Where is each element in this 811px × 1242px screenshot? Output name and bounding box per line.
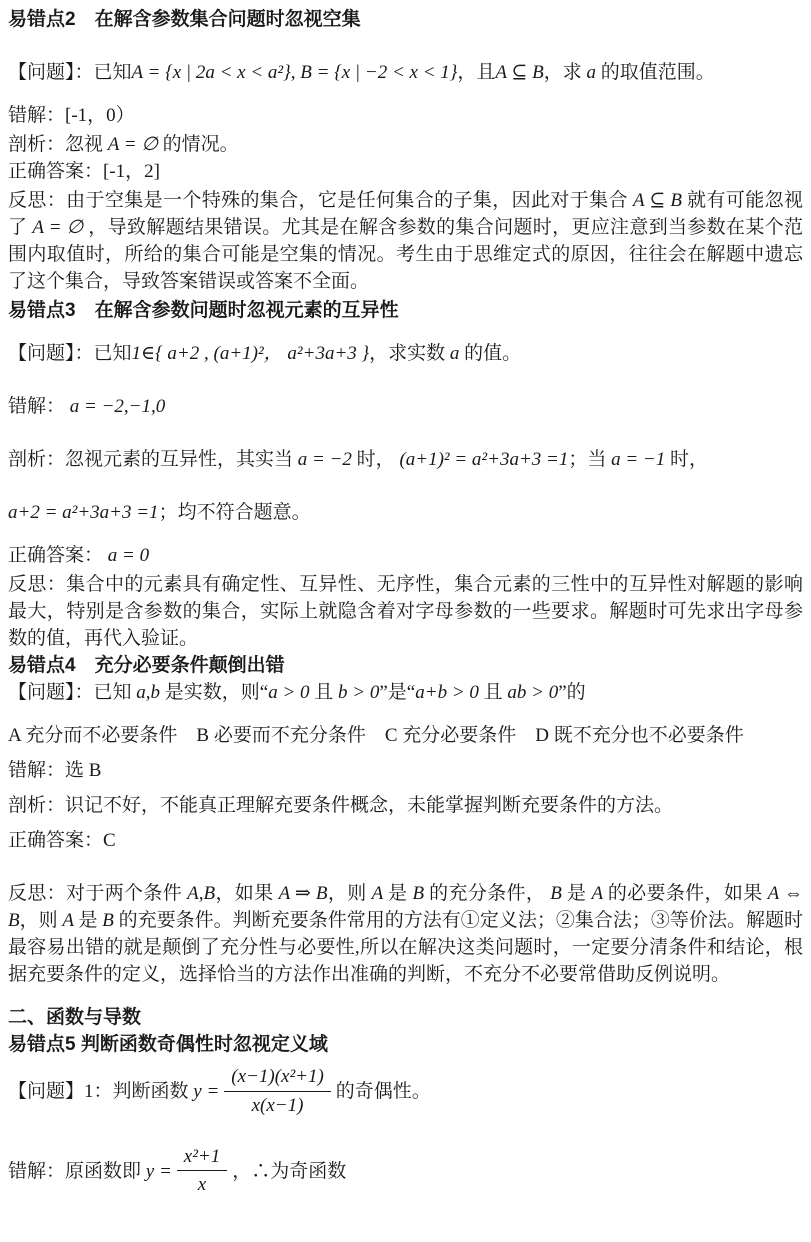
correct-answer-point4 (8, 827, 803, 854)
correct-answer-point3 (8, 542, 803, 569)
wrong-answer-point3 (8, 393, 803, 420)
text-segment: 【问题】：已知 (8, 62, 132, 83)
text-segment: ，则 (19, 910, 58, 931)
text-segment: ，且 (457, 62, 496, 83)
text-segment: A 充分而不必要条件 B 必要而不充分条件 C 充分必要条件 D 既不充分也不必要条件 (8, 725, 744, 746)
text-segment: ，导致解题结果错误。尤其是在解含参数的集合问题时，更应注意到当参数在某个范围内取值时，所给的集合可能是空集的情况。考生由于思维定式的原因，往往会在解题中遗忘了这个集合，导致答案错误或答案不全面。 (8, 217, 803, 292)
text-segment: 的充分条件， (429, 883, 546, 904)
wrong-answer-point2 (8, 102, 803, 129)
text-segment: 是实数，则“ (164, 682, 269, 703)
text-segment: 反思：对于两个条件 (8, 883, 183, 904)
text-segment: 【问题】：已知 (8, 343, 132, 364)
options-point4 (8, 722, 803, 749)
math-segment: a > 0 (268, 682, 310, 703)
analysis-point4 (8, 792, 803, 819)
wrong-answer-point4 (8, 757, 803, 784)
analysis-point2 (8, 131, 803, 158)
math-segment: a = −2,−1,0 (65, 396, 166, 417)
math-segment: y = (145, 1160, 172, 1182)
math-segment: A ⇒ B (273, 883, 328, 904)
text-segment: 的充要条件。判断充要条件常用的方法有①定义法；②集合法；③等价法。解题时最容易出错的就是颠倒了充分性与必要性,所以在解决这类问题时，一定要分清条件和结论，根据充要条件的定义，选择恰当的方法作出准确的判断，不充分不必要常借助反例说明。 (8, 910, 803, 985)
text-segment: 的必要条件，如果 (607, 883, 763, 904)
heading-point3 (8, 297, 803, 324)
reflection-point4 (8, 880, 803, 988)
text-segment: 就有可能忽视了 (8, 190, 803, 238)
analysis-point3 (8, 446, 803, 473)
fraction-denominator: x(x−1) (251, 1094, 304, 1116)
math-segment: A ⊆ B (627, 190, 688, 211)
math-segment: A (57, 910, 79, 931)
text-segment: 易错点5 判断函数奇偶性时忽视定义域 (8, 1034, 328, 1055)
math-segment: a (581, 62, 601, 83)
wrong-answer-point5 (8, 1146, 803, 1200)
math-segment: a+b > 0 (415, 682, 479, 703)
text-segment: 正确答案： (8, 545, 104, 566)
text-segment: 正确答案：[-1，2] (8, 161, 160, 182)
math-segment: y = (193, 1081, 220, 1103)
math-segment: a,b (131, 682, 165, 703)
fraction-numerator: x²+1 (177, 1144, 227, 1172)
math-segment: B (545, 883, 568, 904)
text-segment: 时， (356, 449, 395, 470)
math-segment: (a+1)² = a²+3a+3 =1 (394, 449, 569, 470)
text-segment: 的奇偶性。 (335, 1081, 431, 1103)
math-segment: a = −1 (606, 449, 671, 470)
math-segment: 1∈{ a+2 , (a+1)²， a²+3a+3 } (131, 343, 370, 364)
math-segment: A (586, 883, 608, 904)
math-segment: A ⊆ B (495, 62, 544, 83)
problem-point2 (8, 59, 803, 86)
text-segment: 是 (567, 883, 587, 904)
heading-point2 (8, 6, 803, 33)
math-segment: B (97, 910, 119, 931)
text-segment: 易错点3 在解含参数问题时忽视元素的互异性 (8, 300, 399, 321)
text-segment: 剖析：忽视 (8, 134, 104, 155)
reflection-point2 (8, 187, 803, 295)
text-segment: 错解：[-1，0） (8, 105, 135, 126)
fraction-denominator: x (197, 1174, 207, 1196)
text-segment: 正确答案：C (8, 830, 116, 851)
math-segment: b > 0 (338, 682, 380, 703)
math-segment: a = 0 (103, 545, 150, 566)
text-segment: 易错点4 充分必要条件颠倒出错 (8, 655, 285, 676)
fraction (177, 1144, 227, 1198)
heading-point4 (8, 652, 803, 679)
text-segment: 易错点2 在解含参数集合问题时忽视空集 (8, 9, 361, 30)
heading-section2 (8, 1004, 803, 1031)
text-segment: 且 (478, 682, 508, 703)
text-segment: ，求实数 (369, 343, 446, 364)
correct-answer-point2 (8, 158, 803, 185)
text-segment: 时， (670, 449, 709, 470)
text-segment: 是 (388, 883, 408, 904)
problem-point4 (8, 679, 803, 706)
text-segment: 反思：集合中的元素具有确定性、互异性、无序性，集合元素的三性中的互异性对解题的影响最大，特别是含参数的集合，实际上就隐含着对字母参数的一些要求。解题时可先求出字母参数的值，再代入验证。 (8, 574, 803, 649)
heading-point5 (8, 1031, 803, 1058)
text-segment: 【问题】：已知 (8, 682, 132, 703)
problem-point3 (8, 340, 803, 367)
text-segment: 错解：原函数即 (8, 1160, 146, 1182)
reflection-point3 (8, 571, 803, 652)
math-segment: A,B (182, 883, 216, 904)
text-segment: ；均不符合题意。 (158, 502, 311, 523)
text-segment: ，求 (543, 62, 582, 83)
math-segment: A = {x | 2a < x < a²}, B = {x | −2 < x < 1} (131, 62, 458, 83)
text-segment: 【问题】1：判断函数 (8, 1081, 194, 1103)
text-segment: ”的 (558, 682, 586, 703)
text-segment: ；当 (568, 449, 607, 470)
math-segment: a+2 = a²+3a+3 =1 (8, 502, 159, 523)
text-segment: 的情况。 (162, 134, 239, 155)
text-segment: 错解：选 B (8, 760, 102, 781)
problem-point5 (8, 1066, 803, 1120)
text-segment: 且 (309, 682, 339, 703)
text-segment: 的取值范围。 (600, 62, 715, 83)
math-segment: A = ∅ (103, 134, 163, 155)
text-segment: ，∴为奇函数 (232, 1160, 347, 1182)
text-segment: 错解： (8, 396, 66, 417)
math-segment: A ⇔ B (8, 883, 803, 931)
fraction (224, 1064, 331, 1118)
text-segment: 的值。 (464, 343, 522, 364)
text-segment: 反思：由于空集是一个特殊的集合，它是任何集合的子集，因此对于集合 (8, 190, 628, 211)
text-segment: 剖析：忽视元素的互异性，其实当 (8, 449, 294, 470)
math-segment: a = −2 (293, 449, 357, 470)
text-segment: 剖析：识记不好，不能真正理解充要条件概念，未能掌握判断充要条件的方法。 (8, 795, 674, 816)
text-segment: ”是“ (379, 682, 416, 703)
math-segment: a (445, 343, 465, 364)
math-segment: A = ∅ (27, 217, 89, 238)
analysis-point3-continued (8, 499, 803, 526)
math-segment: A (366, 883, 389, 904)
text-segment: ，如果 (215, 883, 274, 904)
text-segment: 是 (78, 910, 98, 931)
fraction-numerator: (x−1)(x²+1) (224, 1064, 331, 1092)
math-segment: ab > 0 (507, 682, 559, 703)
math-segment: B (407, 883, 430, 904)
text-segment: ，则 (327, 883, 367, 904)
text-segment: 二、函数与导数 (8, 1007, 142, 1028)
